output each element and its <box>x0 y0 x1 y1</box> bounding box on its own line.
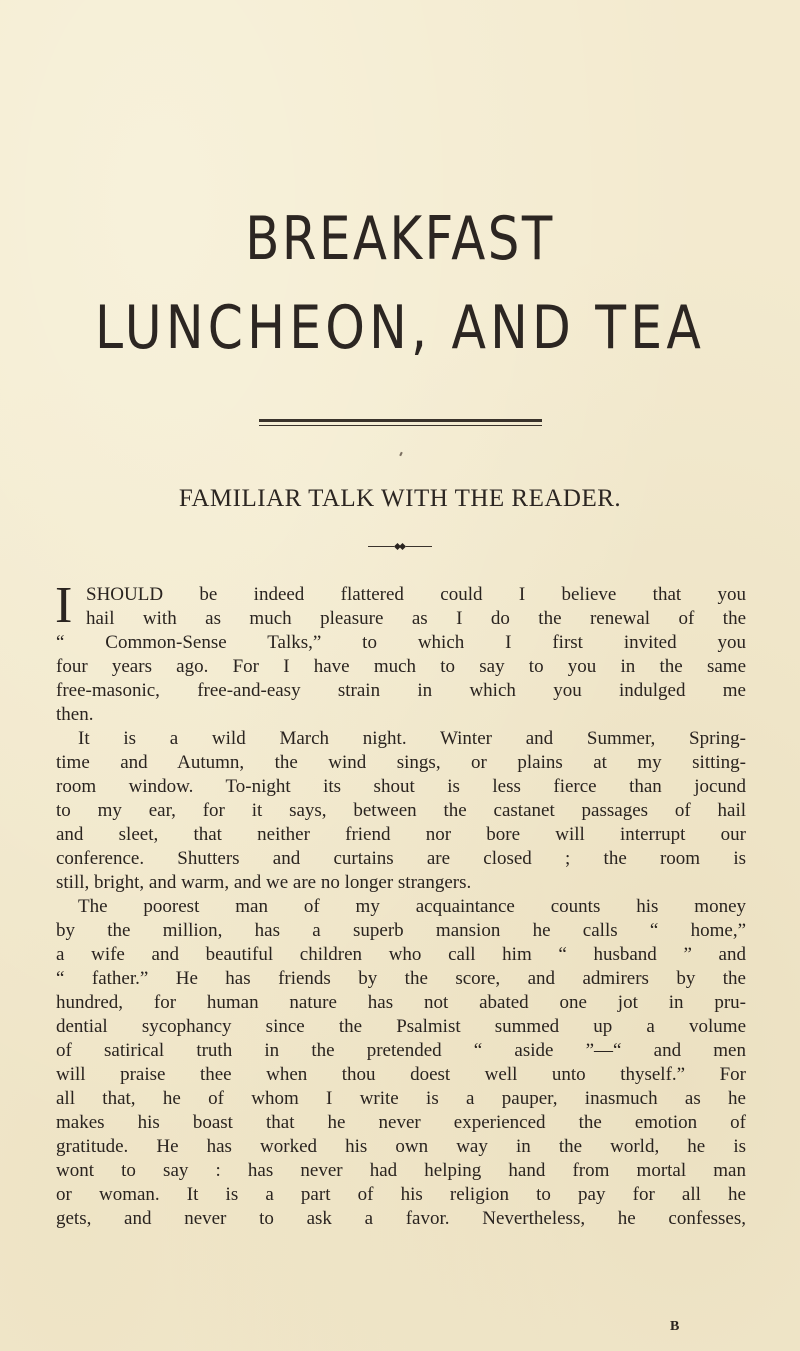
text-line: conference. Shutters and curtains are closed ; the room is <box>56 848 746 869</box>
text-line: room window. To-night its shout is less fierce than jocund <box>56 776 746 797</box>
page-title-line-1: BREAKFAST <box>245 204 555 274</box>
text-line: a wife and beautiful children who call him “ husband ” and <box>56 944 746 965</box>
text-line: hundred, for human nature has not abated one jot in pru- <box>56 992 746 1013</box>
text-line: four years ago. For I have much to say to you in the same <box>56 656 746 677</box>
text-line: or woman. It is a part of his religion to pay for all he <box>56 1184 746 1205</box>
text-line: free-masonic, free-and-easy strain in which you indulged me <box>56 680 746 701</box>
text-line: gets, and never to ask a favor. Nevertheless, he confesses, <box>56 1208 746 1229</box>
text-line: gratitude. He has worked his own way in the world, he is <box>56 1136 746 1157</box>
drop-cap: I <box>55 577 73 634</box>
ink-speck <box>399 452 403 456</box>
text-line: of satirical truth in the pretended “ aside ”—“ and men <box>56 1040 746 1061</box>
text-line: time and Autumn, the wind sings, or plains at my sitting- <box>56 752 746 773</box>
text-line: makes his boast that he never experienced the emotion of <box>56 1112 746 1133</box>
text-line: “ Common-Sense Talks,” to which I first invited you <box>56 632 746 653</box>
text-line: It is a wild March night. Winter and Summer, Spring- <box>78 728 746 749</box>
section-heading: FAMILIAR TALK WITH THE READER. <box>178 485 622 512</box>
page-title-line-2: LUNCHEON, AND TEA <box>94 293 706 363</box>
text-line: dential sycophancy since the Psalmist summed up a volume <box>56 1016 746 1037</box>
text-line: all that, he of whom I write is a pauper, inasmuch as he <box>56 1088 746 1109</box>
body-text <box>55 577 746 1231</box>
double-rule-top <box>259 419 542 422</box>
text-line: and sleet, that neither friend nor bore will interrupt our <box>56 824 746 845</box>
text-line: still, bright, and warm, and we are no longer strangers. <box>56 872 472 893</box>
text-line: wont to say : has never had helping hand from mortal man <box>56 1160 746 1181</box>
text-line: will praise thee when thou doest well unto thyself.” For <box>56 1064 746 1085</box>
text-line: SHOULD be indeed flattered could I believe that you <box>86 584 746 605</box>
signature-mark: B <box>670 1319 680 1334</box>
text-line: to my ear, for it says, between the castanet passages of hail <box>56 800 746 821</box>
text-line: “ father.” He has friends by the score, and admirers by the <box>56 968 746 989</box>
double-rule-bottom <box>259 425 542 426</box>
first-paragraph-opening <box>55 577 746 634</box>
ornament-divider-icon <box>368 543 432 551</box>
text-line: by the million, has a superb mansion he calls “ home,” <box>56 920 746 941</box>
text-line: hail with as much pleasure as I do the renewal of the <box>86 608 746 629</box>
text-line: then. <box>56 704 94 725</box>
text-line: The poorest man of my acquaintance counts his money <box>78 896 746 917</box>
